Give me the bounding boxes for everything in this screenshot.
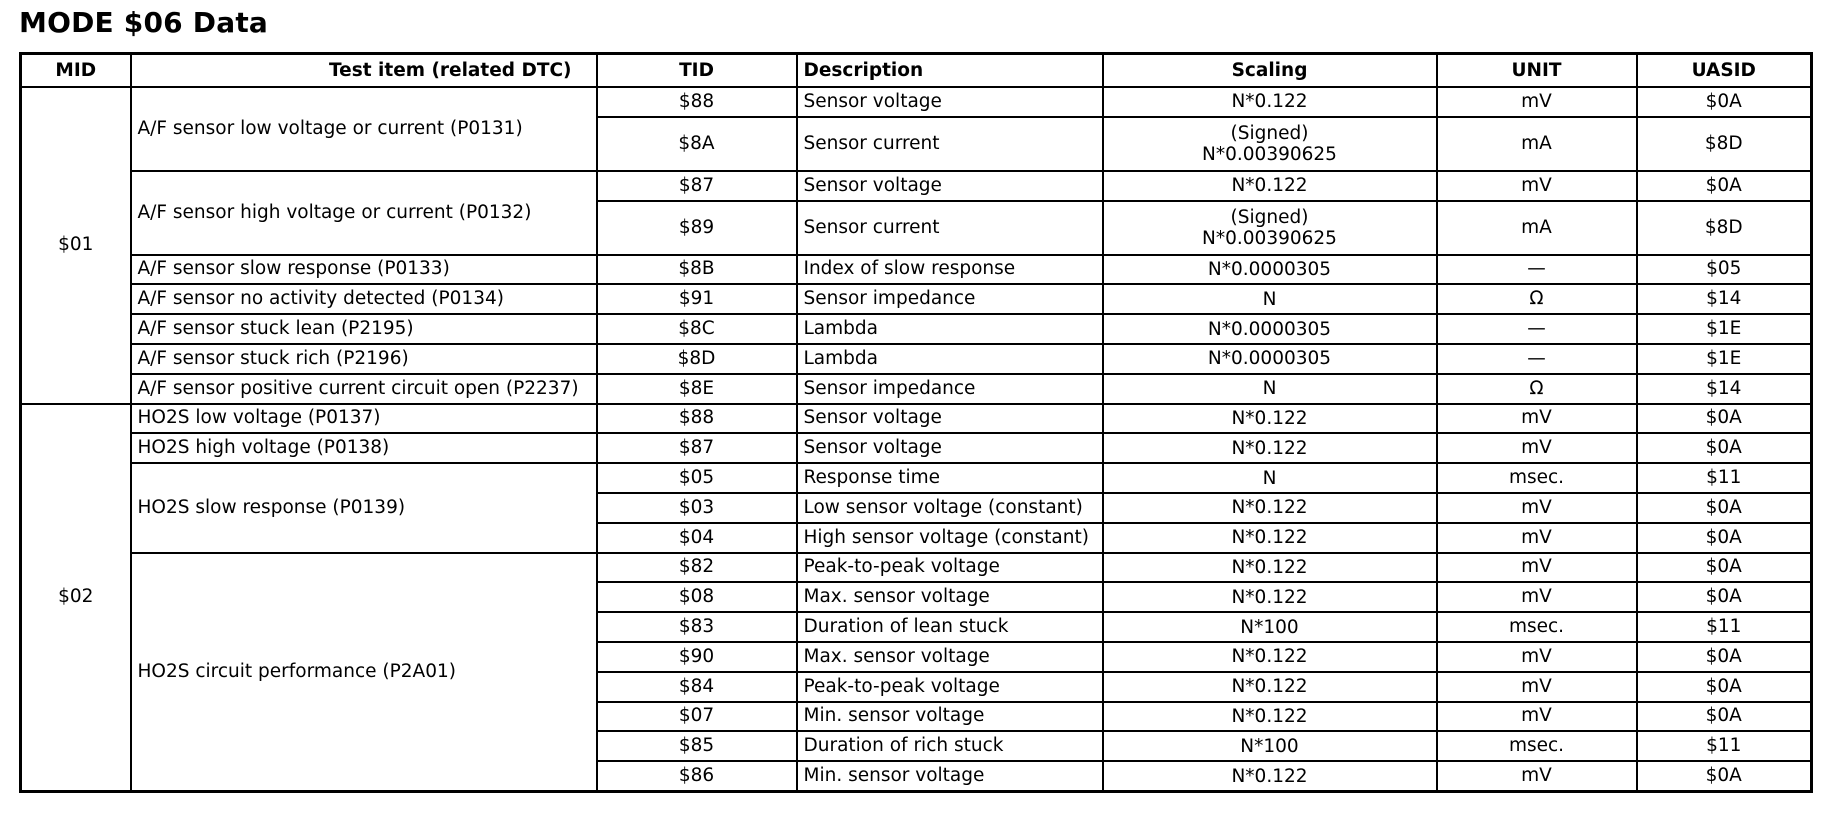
table-row xyxy=(21,344,1812,374)
description-cell: Lambda xyxy=(797,344,1103,374)
scaling-line: N*0.122 xyxy=(1231,175,1308,197)
uasid-cell: $0A xyxy=(1637,404,1812,434)
description-cell: Sensor voltage xyxy=(797,433,1103,463)
scaling-cell xyxy=(1103,582,1437,612)
header-mid: MID xyxy=(21,54,131,88)
unit-cell: Ω xyxy=(1437,284,1637,314)
tid-cell: $08 xyxy=(597,582,797,612)
description-cell: Sensor current xyxy=(797,117,1103,171)
unit-cell: mV xyxy=(1437,404,1637,434)
description-cell: Sensor impedance xyxy=(797,284,1103,314)
scaling-cell xyxy=(1103,117,1437,171)
unit-cell: — xyxy=(1437,314,1637,344)
unit-cell: mV xyxy=(1437,433,1637,463)
unit-cell: mV xyxy=(1437,493,1637,523)
mode06-table xyxy=(19,52,1813,793)
uasid-cell: $14 xyxy=(1637,374,1812,404)
description-cell: Peak-to-peak voltage xyxy=(797,672,1103,702)
scaling-cell xyxy=(1103,344,1437,374)
scaling-line: N*0.122 xyxy=(1231,705,1308,727)
description-cell: High sensor voltage (constant) xyxy=(797,523,1103,553)
unit-cell: mV xyxy=(1437,761,1637,791)
scaling-line: N*0.122 xyxy=(1231,646,1308,668)
scaling-cell xyxy=(1103,433,1437,463)
description-cell: Sensor impedance xyxy=(797,374,1103,404)
scaling-cell xyxy=(1103,314,1437,344)
description-cell: Index of slow response xyxy=(797,255,1103,285)
scaling-line: N*100 xyxy=(1240,616,1299,638)
uasid-cell: $8D xyxy=(1637,201,1812,255)
scaling-cell xyxy=(1103,493,1437,523)
tid-cell: $84 xyxy=(597,672,797,702)
unit-cell: mV xyxy=(1437,87,1637,117)
test-item-cell: A/F sensor positive current circuit open (P2237) xyxy=(131,374,597,404)
scaling-line: N xyxy=(1262,288,1277,310)
test-item-cell: A/F sensor high voltage or current (P0132) xyxy=(131,171,597,255)
scaling-line: N*0.122 xyxy=(1231,676,1308,698)
scaling-cell xyxy=(1103,374,1437,404)
test-item-cell: HO2S circuit performance (P2A01) xyxy=(131,553,597,792)
description-cell: Duration of rich stuck xyxy=(797,731,1103,761)
test-item-cell: HO2S high voltage (P0138) xyxy=(131,433,597,463)
tid-cell: $91 xyxy=(597,284,797,314)
unit-cell: mV xyxy=(1437,171,1637,201)
description-cell: Sensor voltage xyxy=(797,404,1103,434)
scaling-line: N*0.00390625 xyxy=(1202,143,1337,165)
table-row xyxy=(21,284,1812,314)
tid-cell: $05 xyxy=(597,463,797,493)
header-tid: TID xyxy=(597,54,797,88)
scaling-line: N*0.0000305 xyxy=(1207,318,1332,340)
scaling-line: N*0.0000305 xyxy=(1207,348,1332,370)
uasid-cell: $05 xyxy=(1637,255,1812,285)
uasid-cell: $1E xyxy=(1637,344,1812,374)
scaling-line: N*0.122 xyxy=(1231,91,1308,113)
uasid-cell: $11 xyxy=(1637,612,1812,642)
tid-cell: $8B xyxy=(597,255,797,285)
tid-cell: $85 xyxy=(597,731,797,761)
mid-cell: $01 xyxy=(21,87,131,404)
uasid-cell: $0A xyxy=(1637,553,1812,583)
description-cell: Min. sensor voltage xyxy=(797,702,1103,732)
unit-cell: msec. xyxy=(1437,612,1637,642)
tid-cell: $90 xyxy=(597,642,797,672)
description-cell: Max. sensor voltage xyxy=(797,582,1103,612)
table-row xyxy=(21,255,1812,285)
uasid-cell: $0A xyxy=(1637,672,1812,702)
uasid-cell: $0A xyxy=(1637,87,1812,117)
uasid-cell: $14 xyxy=(1637,284,1812,314)
scaling-cell xyxy=(1103,523,1437,553)
test-item-cell: HO2S slow response (P0139) xyxy=(131,463,597,552)
table-row xyxy=(21,374,1812,404)
unit-cell: — xyxy=(1437,255,1637,285)
description-cell: Duration of lean stuck xyxy=(797,612,1103,642)
unit-cell: — xyxy=(1437,344,1637,374)
scaling-cell xyxy=(1103,463,1437,493)
header-uasid: UASID xyxy=(1637,54,1812,88)
unit-cell: Ω xyxy=(1437,374,1637,404)
header-scaling: Scaling xyxy=(1103,54,1437,88)
table-row xyxy=(21,433,1812,463)
mid-cell: $02 xyxy=(21,404,131,792)
scaling-cell xyxy=(1103,761,1437,791)
table-row xyxy=(21,404,1812,434)
scaling-cell xyxy=(1103,284,1437,314)
unit-cell: mV xyxy=(1437,523,1637,553)
scaling-line: N*0.00390625 xyxy=(1202,227,1337,249)
tid-cell: $86 xyxy=(597,761,797,791)
test-item-cell: HO2S low voltage (P0137) xyxy=(131,404,597,434)
uasid-cell: $11 xyxy=(1637,463,1812,493)
table-row xyxy=(21,87,1812,117)
unit-cell: mV xyxy=(1437,672,1637,702)
tid-cell: $8A xyxy=(597,117,797,171)
tid-cell: $88 xyxy=(597,87,797,117)
table-row xyxy=(21,463,1812,493)
scaling-line: (Signed) xyxy=(1230,206,1309,228)
scaling-cell xyxy=(1103,201,1437,255)
scaling-line: N*0.122 xyxy=(1231,765,1308,787)
scaling-line: N*0.122 xyxy=(1231,437,1308,459)
scaling-cell xyxy=(1103,404,1437,434)
scaling-line: N xyxy=(1262,378,1277,400)
tid-cell: $07 xyxy=(597,702,797,732)
scaling-line: N*0.122 xyxy=(1231,586,1308,608)
table-header xyxy=(21,54,1812,88)
uasid-cell: $0A xyxy=(1637,702,1812,732)
header-unit: UNIT xyxy=(1437,54,1637,88)
description-cell: Sensor voltage xyxy=(797,171,1103,201)
scaling-cell xyxy=(1103,87,1437,117)
description-cell: Low sensor voltage (constant) xyxy=(797,493,1103,523)
unit-cell: mV xyxy=(1437,582,1637,612)
tid-cell: $89 xyxy=(597,201,797,255)
scaling-line: N*100 xyxy=(1240,735,1299,757)
table-row xyxy=(21,314,1812,344)
uasid-cell: $0A xyxy=(1637,523,1812,553)
header-row xyxy=(21,54,1812,88)
test-item-cell: A/F sensor slow response (P0133) xyxy=(131,255,597,285)
test-item-cell: A/F sensor stuck lean (P2195) xyxy=(131,314,597,344)
unit-cell: msec. xyxy=(1437,463,1637,493)
scaling-line: (Signed) xyxy=(1230,122,1309,144)
unit-cell: mV xyxy=(1437,702,1637,732)
scaling-cell xyxy=(1103,255,1437,285)
description-cell: Sensor current xyxy=(797,201,1103,255)
table-row xyxy=(21,553,1812,583)
tid-cell: $83 xyxy=(597,612,797,642)
uasid-cell: $0A xyxy=(1637,171,1812,201)
tid-cell: $8C xyxy=(597,314,797,344)
tid-cell: $82 xyxy=(597,553,797,583)
description-cell: Lambda xyxy=(797,314,1103,344)
uasid-cell: $0A xyxy=(1637,433,1812,463)
table-body xyxy=(21,87,1812,791)
tid-cell: $8E xyxy=(597,374,797,404)
description-cell: Peak-to-peak voltage xyxy=(797,553,1103,583)
test-item-cell: A/F sensor low voltage or current (P0131) xyxy=(131,87,597,171)
tid-cell: $88 xyxy=(597,404,797,434)
table-row xyxy=(21,171,1812,201)
test-item-cell: A/F sensor no activity detected (P0134) xyxy=(131,284,597,314)
uasid-cell: $0A xyxy=(1637,761,1812,791)
tid-cell: $03 xyxy=(597,493,797,523)
scaling-line: N xyxy=(1262,467,1277,489)
page-title: MODE $06 Data xyxy=(19,6,268,39)
scaling-cell xyxy=(1103,672,1437,702)
scaling-cell xyxy=(1103,642,1437,672)
tid-cell: $87 xyxy=(597,171,797,201)
uasid-cell: $0A xyxy=(1637,582,1812,612)
unit-cell: mV xyxy=(1437,642,1637,672)
scaling-cell xyxy=(1103,171,1437,201)
scaling-line: N*0.0000305 xyxy=(1207,258,1332,280)
uasid-cell: $0A xyxy=(1637,493,1812,523)
unit-cell: mV xyxy=(1437,553,1637,583)
uasid-cell: $0A xyxy=(1637,642,1812,672)
scaling-cell xyxy=(1103,731,1437,761)
scaling-line: N*0.122 xyxy=(1231,497,1308,519)
description-cell: Sensor voltage xyxy=(797,87,1103,117)
scaling-line: N*0.122 xyxy=(1231,556,1308,578)
uasid-cell: $1E xyxy=(1637,314,1812,344)
test-item-cell: A/F sensor stuck rich (P2196) xyxy=(131,344,597,374)
description-cell: Max. sensor voltage xyxy=(797,642,1103,672)
scaling-cell xyxy=(1103,702,1437,732)
description-cell: Response time xyxy=(797,463,1103,493)
scaling-cell xyxy=(1103,553,1437,583)
uasid-cell: $11 xyxy=(1637,731,1812,761)
unit-cell: mA xyxy=(1437,117,1637,171)
scaling-line: N*0.122 xyxy=(1231,407,1308,429)
tid-cell: $87 xyxy=(597,433,797,463)
header-test-item: Test item (related DTC) xyxy=(131,54,597,88)
unit-cell: msec. xyxy=(1437,731,1637,761)
description-cell: Min. sensor voltage xyxy=(797,761,1103,791)
scaling-line: N*0.122 xyxy=(1231,527,1308,549)
tid-cell: $8D xyxy=(597,344,797,374)
unit-cell: mA xyxy=(1437,201,1637,255)
scaling-cell xyxy=(1103,612,1437,642)
header-description: Description xyxy=(797,54,1103,88)
tid-cell: $04 xyxy=(597,523,797,553)
uasid-cell: $8D xyxy=(1637,117,1812,171)
